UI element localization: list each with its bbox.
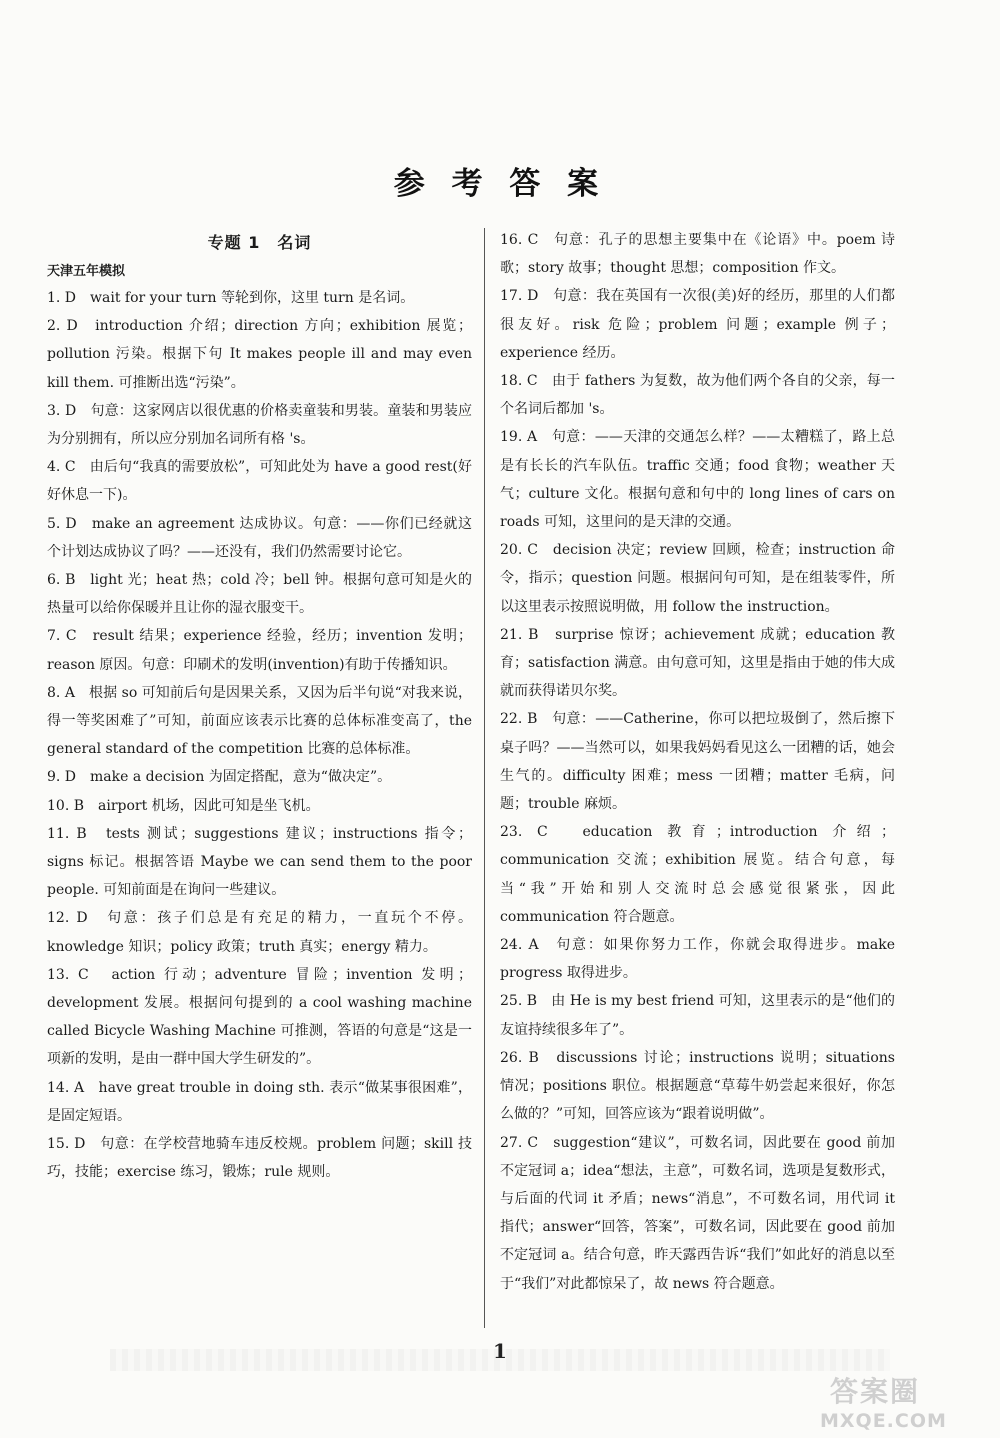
answer-item: 24. A 句意：如果你努力工作，你就会取得进步。make progress 取得进步。 — [500, 937, 895, 982]
answer-item: 1. D wait for your turn 等轮到你，这里 turn 是名词。 — [47, 290, 415, 306]
answer-item: 13. C action 行动；adventure 冒险；invention 发明；development 发展。根据问句提到的 a cool washing machine called Bicycle Washing Machine 可推测，答语的句意是“这是一项新的发明，是由一群中国大学生研发的”。 — [47, 966, 472, 1068]
answer-item: 14. A have great trouble in doing sth. 表示“做某事很困难”，是固定短语。 — [47, 1079, 472, 1124]
page-title: 参 考 答 案 — [393, 166, 607, 202]
answer-item: 23. C education 教育；introduction 介绍；communication 交流；exhibition 展览。结合句意，每当“我”开始和别人交流时总会感觉很紧张，因此 communication 符合题意。 — [500, 824, 895, 925]
answer-item: 7. C result 结果；experience 经验，经历；invention 发明；reason 原因。句意：印刷术的发明(invention)有助于传播知识。 — [47, 628, 472, 673]
answer-item: 6. B light 光；heat 热；cold 冷；bell 钟。根据句意可知是火的热量可以给你保暖并且让你的湿衣服变干。 — [47, 572, 472, 617]
answer-item: 22. B 句意：——Catherine，你可以把垃圾倒了，然后擦下桌子吗？——当然可以，如果我妈妈看见这么一团糟的话，她会生气的。difficulty 困难；mess 一团糟；matter 毛病，问题；trouble 麻烦。 — [500, 711, 895, 813]
answer-item: 8. A 根据 so 可知前后句是因果关系，又因为后半句说“对我来说，得一等奖困难了”可知，前面应该表示比赛的总体标准变高了，the general standard of the competition 比赛的总体标准。 — [47, 684, 472, 758]
watermark-url: MXQE.COM — [820, 1410, 947, 1432]
answer-item: 17. D 句意：我在英国有一次很(美)好的经历，那里的人们都很友好。risk 危险；problem 问题；example 例子；experience 经历。 — [500, 288, 895, 361]
answer-item: 2. D introduction 介绍；direction 方向；exhibition 展览；pollution 污染。根据下句 It makes people ill and may even kill them. 可推断出选“污染”。 — [47, 318, 472, 391]
watermark-logo: 答案圈 — [830, 1375, 921, 1408]
answer-item: 3. D 句意：这家网店以很优惠的价格卖童装和男装。童装和男装应为分别拥有，所以应分别加名词所有格 's。 — [47, 402, 472, 448]
answer-item: 21. B surprise 惊讶；achievement 成就；education 教育；satisfaction 满意。由句意可知，这里是指由于她的伟大成就而获得诺贝尔奖。 — [500, 626, 895, 700]
answer-item: 12. D 句意：孩子们总是有充足的精力，一直玩个不停。knowledge 知识；policy 政策；truth 真实；energy 精力。 — [47, 910, 472, 955]
left-column — [47, 226, 472, 1187]
answer-item: 20. C decision 决定；review 回顾，检查；instruction 命令，指示；question 问题。根据问句可知，是在组装零件，所以这里表示按照说明做，用 follow the instruction。 — [500, 542, 895, 615]
right-column — [500, 226, 895, 1298]
answer-item: 5. D make an agreement 达成协议。句意：——你们已经就这个计划达成协议了吗？——还没有，我们仍然需要讨论它。 — [47, 515, 472, 560]
subsection-title: 天津五年模拟 — [47, 264, 126, 279]
answer-item: 26. B discussions 讨论；instructions 说明；situations 情况；positions 职位。根据题意“草莓牛奶尝起来很好，你怎么做的？”可知，回答应该为“跟着说明做”。 — [500, 1049, 895, 1123]
column-divider — [484, 228, 485, 1328]
left-answer-list — [47, 284, 472, 1187]
answer-item: 15. D 句意：在学校营地骑车违反校规。problem 问题；skill 技巧，技能；exercise 练习，锻炼；rule 规则。 — [47, 1136, 472, 1181]
answer-item: 16. C 句意：孔子的思想主要集中在《论语》中。poem 诗歌；story 故事；thought 思想；composition 作文。 — [500, 232, 895, 277]
answer-item: 19. A 句意：——天津的交通怎么样？——太糟糕了，路上总是有长长的汽车队伍。traffic 交通；food 食物；weather 天气；culture 文化。根据句意和句中的 long lines of cars on roads 可知，这里问的是天津的交通。 — [500, 429, 895, 531]
section-title: 专题 1 名词 — [207, 233, 312, 252]
answer-item: 25. B 由 He is my best friend 可知，这里表示的是“他们的友谊持续很多年了”。 — [500, 993, 895, 1038]
answer-item: 11. B tests 测试；suggestions 建议；instructions 指令；signs 标记。根据答语 Maybe we can send them to the poor people. 可知前面是在询问一些建议。 — [47, 825, 472, 899]
answer-item: 9. D make a decision 为固定搭配，意为“做决定”。 — [47, 769, 392, 786]
answer-item: 18. C 由于 fathers 为复数，故为他们两个各自的父亲，每一个名词后都加 's。 — [500, 373, 895, 418]
answer-item: 10. B airport 机场，因此可知是坐飞机。 — [47, 797, 320, 814]
answer-item: 4. C 由后句“我真的需要放松”，可知此处为 have a good rest(好好休息一下)。 — [47, 459, 472, 504]
right-answer-list — [500, 226, 895, 1298]
page-number: 1 — [493, 1339, 507, 1363]
answer-item: 27. C suggestion“建议”，可数名词，因此要在 good 前加不定冠词 a；idea“想法，主意”，可数名词，选项是复数形式，与后面的代词 it 矛盾；news“消息”，不可数名词，用代词 it 指代；answer“回答，答案”，可数名词，因此要在 good 前加不定冠词 a。结合句意，昨天露西告诉“我们”如此好的消息以至于“我们”对此都惊呆了，故 news 符合题意。 — [500, 1134, 895, 1292]
